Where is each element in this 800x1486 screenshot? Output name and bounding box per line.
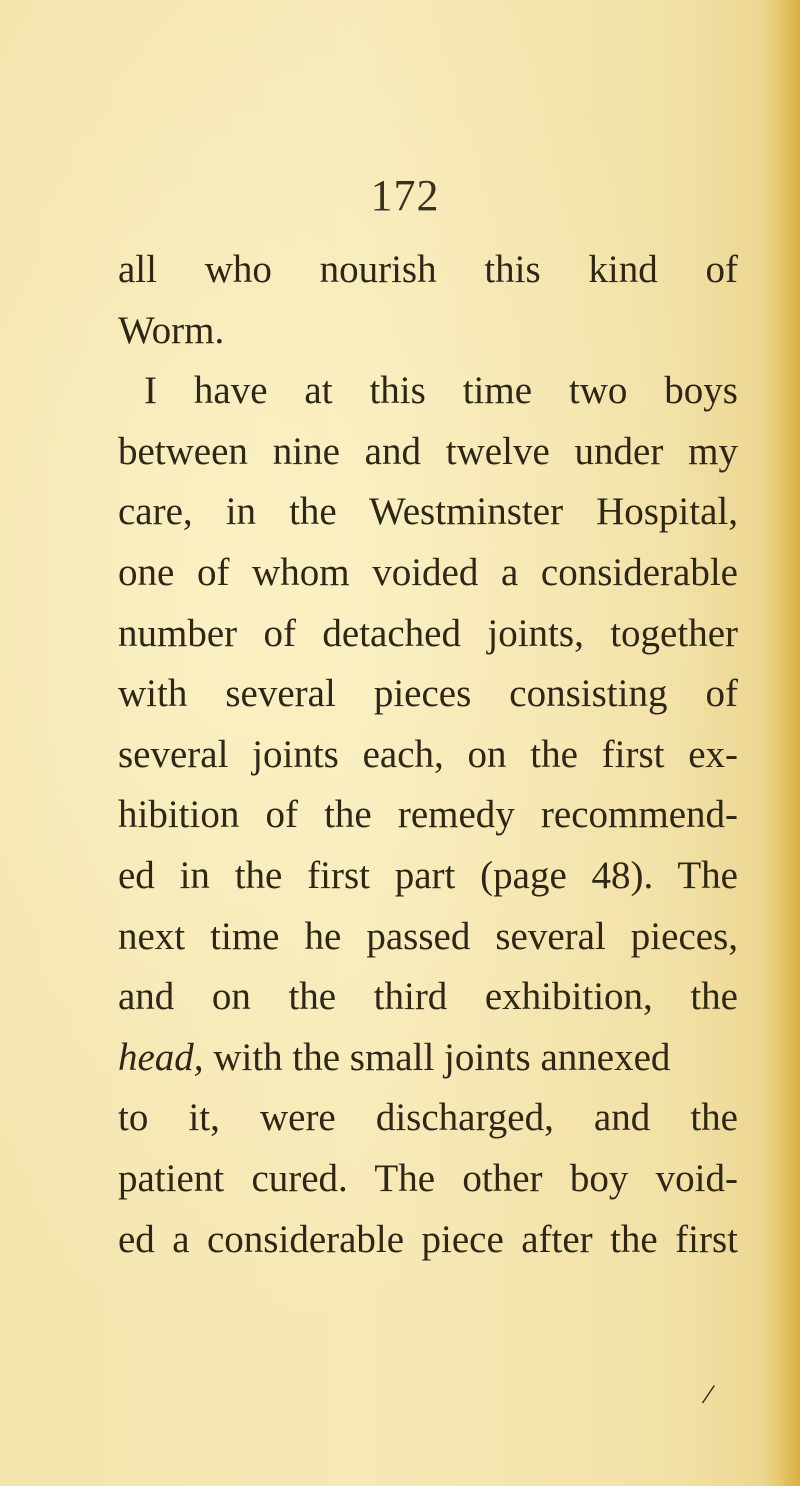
text-line-9: several joints each, on the first ex- bbox=[118, 732, 738, 776]
page-edge-shading bbox=[762, 0, 800, 1486]
text-line-11: ed in the first part (page 48). The bbox=[118, 853, 738, 897]
text-line-13: and on the third exhibition, the bbox=[118, 975, 738, 1019]
text-line-5: care, in the Westminster Hospital, bbox=[118, 490, 738, 534]
page-number: 172 bbox=[370, 171, 440, 220]
text-line-6: one of whom voided a considerable bbox=[118, 550, 738, 594]
ink-mark: / bbox=[700, 1377, 717, 1412]
text-line-1: all who nourish this kind of bbox=[118, 248, 738, 291]
text-line-16: patient cured. The other boy void- bbox=[118, 1156, 738, 1200]
text-line-8: with several pieces consisting of bbox=[118, 672, 738, 716]
text-line-12: next time he passed several pieces, bbox=[118, 914, 738, 958]
text-line-15: to it, were discharged, and the bbox=[118, 1096, 738, 1140]
text-line-14-rest: with the small joints annexed bbox=[203, 1035, 671, 1079]
body-text bbox=[118, 240, 738, 1270]
text-line-7: number of detached joints, together bbox=[118, 611, 738, 655]
text-line-2: Worm. bbox=[118, 308, 225, 352]
text-line-4: between nine and twelve under my bbox=[118, 429, 738, 473]
text-line-14 bbox=[118, 1028, 738, 1089]
text-line-17: ed a considerable piece after the first bbox=[118, 1217, 738, 1261]
text-line-10: hibition of the remedy recommend- bbox=[118, 793, 738, 837]
text-line-14-italic: head, bbox=[118, 1035, 204, 1079]
text-line-3: I have at this time two boys bbox=[144, 369, 738, 413]
